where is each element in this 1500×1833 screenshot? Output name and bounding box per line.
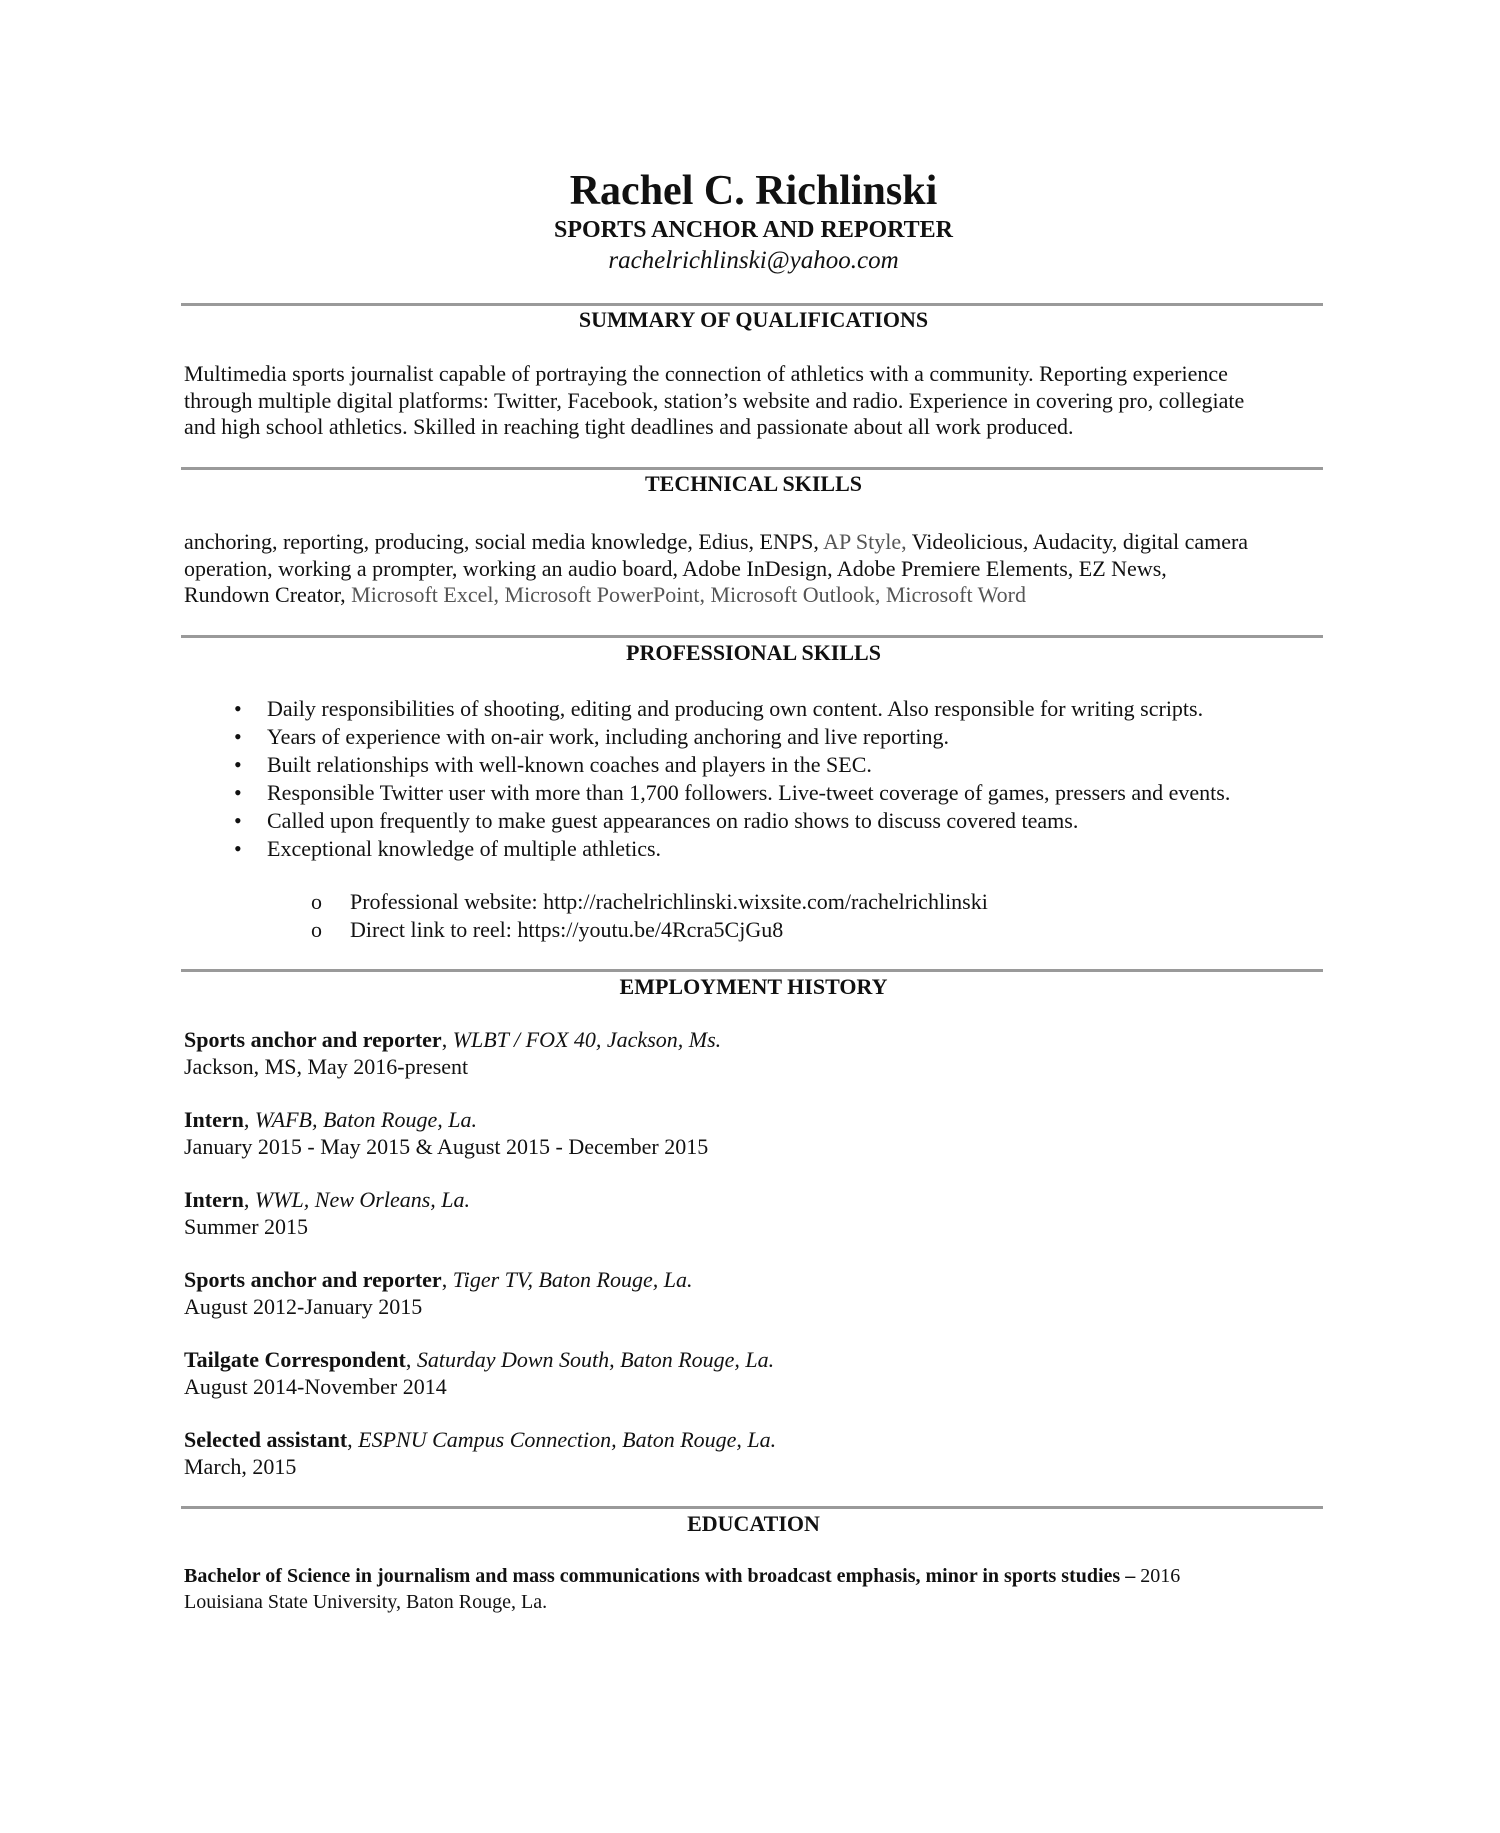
- job-entry: Selected assistant, ESPNU Campus Connection, Baton Rouge, La. March, 2015: [184, 1427, 777, 1479]
- job-entry: Sports anchor and reporter, Tiger TV, Baton Rouge, La. August 2012-January 2015: [184, 1267, 693, 1319]
- bullet-item: Daily responsibilities of shooting, editing and producing own content. Also responsible for writing scripts.: [267, 696, 1204, 721]
- job-org: Saturday Down South, Baton Rouge, La.: [416, 1347, 775, 1372]
- summary-line: Multimedia sports journalist capable of portraying the connection of athletics with a community. Reporting experience: [184, 361, 1228, 386]
- education-heading: EDUCATION: [687, 1511, 820, 1536]
- bullet-item: Responsible Twitter user with more than 1,700 followers. Live-tweet coverage of games, pressers and events.: [267, 780, 1231, 805]
- summary-line: through multiple digital platforms: Twitter, Facebook, station’s website and radio. Experience in covering pro, collegiate: [184, 387, 1245, 413]
- bullet-icon: •: [234, 836, 242, 861]
- reel-link[interactable]: Direct link to reel: https://youtu.be/4Rcra5CjGu8: [350, 917, 784, 942]
- graduation-year: 2016: [1135, 1565, 1181, 1587]
- school: Louisiana State University, Baton Rouge, La.: [184, 1591, 548, 1613]
- divider: [181, 1506, 1323, 1509]
- bullet-item: Years of experience with on-air work, including anchoring and live reporting.: [267, 724, 950, 749]
- job-entry: Sports anchor and reporter, WLBT / FOX 40, Jackson, Ms. Jackson, MS, May 2016-present: [184, 1027, 722, 1079]
- candidate-name: Rachel C. Richlinski: [569, 168, 938, 214]
- skills-text: Microsoft Excel, Microsoft PowerPoint, Microsoft Outlook, Microsoft Word: [351, 582, 1027, 608]
- job-role: Tailgate Correspondent: [184, 1347, 406, 1372]
- job-role: Sports anchor and reporter: [184, 1267, 442, 1292]
- job-dates: Summer 2015: [184, 1213, 309, 1239]
- job-role: Selected assistant: [184, 1427, 348, 1452]
- job-org: WWL, New Orleans, La.: [254, 1187, 471, 1212]
- job-role: Intern: [184, 1187, 244, 1212]
- professional-heading: PROFESSIONAL SKILLS: [626, 640, 881, 665]
- bullet-icon: •: [234, 724, 242, 749]
- job-org: WLBT / FOX 40, Jackson, Ms.: [452, 1027, 722, 1052]
- job-dates: August 2012-January 2015: [184, 1293, 423, 1319]
- job-dates: Jackson, MS, May 2016-present: [184, 1053, 469, 1079]
- job-org: ESPNU Campus Connection, Baton Rouge, La.: [358, 1427, 777, 1452]
- summary-line: and high school athletics. Skilled in reaching tight deadlines and passionate about all work produced.: [184, 414, 1074, 440]
- job-org: WAFB, Baton Rouge, La.: [254, 1107, 477, 1132]
- summary-text: [184, 361, 1334, 441]
- divider: [181, 969, 1323, 972]
- skills-text: anchoring, reporting, producing, social media knowledge, Edius, ENPS,: [184, 529, 824, 554]
- bullet-icon: •: [234, 696, 242, 721]
- technical-skills-text: [184, 529, 1334, 609]
- job-org: Tiger TV, Baton Rouge, La.: [452, 1267, 693, 1292]
- bullet-icon: •: [234, 780, 242, 805]
- job-title: SPORTS ANCHOR AND REPORTER: [553, 217, 954, 243]
- skills-text: operation, working a prompter, working an audio board, Adobe InDesign, Adobe Premiere Elements, EZ News,: [184, 555, 1167, 581]
- divider: [181, 467, 1323, 470]
- bullet-icon: •: [234, 752, 242, 777]
- job-dates: January 2015 - May 2015 & August 2015 - December 2015: [184, 1133, 709, 1159]
- sub-bullet-icon: o: [311, 917, 322, 942]
- bullet-item: Exceptional knowledge of multiple athletics.: [267, 836, 662, 861]
- summary-heading: SUMMARY OF QUALIFICATIONS: [578, 307, 929, 332]
- divider: [181, 303, 1323, 306]
- email: rachelrichlinski@yahoo.com: [608, 247, 899, 274]
- job-dates: August 2014-November 2014: [184, 1373, 447, 1399]
- sub-bullet-icon: o: [311, 889, 322, 914]
- job-entry: Intern, WWL, New Orleans, La. Summer 2015: [184, 1187, 471, 1239]
- job-role: Sports anchor and reporter: [184, 1027, 442, 1052]
- website-link[interactable]: Professional website: http://rachelrichlinski.wixsite.com/rachelrichlinski: [350, 889, 988, 914]
- job-role: Intern: [184, 1107, 244, 1132]
- bullet-icon: •: [234, 808, 242, 833]
- divider: [181, 635, 1323, 638]
- job-entry: Tailgate Correspondent, Saturday Down South, Baton Rouge, La. August 2014-November 2014: [184, 1347, 775, 1399]
- employment-heading: EMPLOYMENT HISTORY: [619, 974, 888, 999]
- job-entry: Intern, WAFB, Baton Rouge, La. January 2015 - May 2015 & August 2015 - December 2015: [184, 1107, 709, 1159]
- education-entry: [184, 1563, 1180, 1615]
- bullet-item: Called upon frequently to make guest appearances on radio shows to discuss covered teams.: [267, 808, 1079, 833]
- degree: Bachelor of Science in journalism and mass communications with broadcast emphasis, minor in sports studies –: [184, 1565, 1136, 1587]
- skills-text: Rundown Creator,: [184, 582, 352, 608]
- skills-text: AP Style,: [823, 529, 907, 554]
- technical-heading: TECHNICAL SKILLS: [644, 471, 863, 496]
- bullet-item: Built relationships with well-known coaches and players in the SEC.: [267, 752, 872, 777]
- skills-text: Videolicious, Audacity, digital camera: [906, 529, 1249, 554]
- job-dates: March, 2015: [184, 1453, 297, 1479]
